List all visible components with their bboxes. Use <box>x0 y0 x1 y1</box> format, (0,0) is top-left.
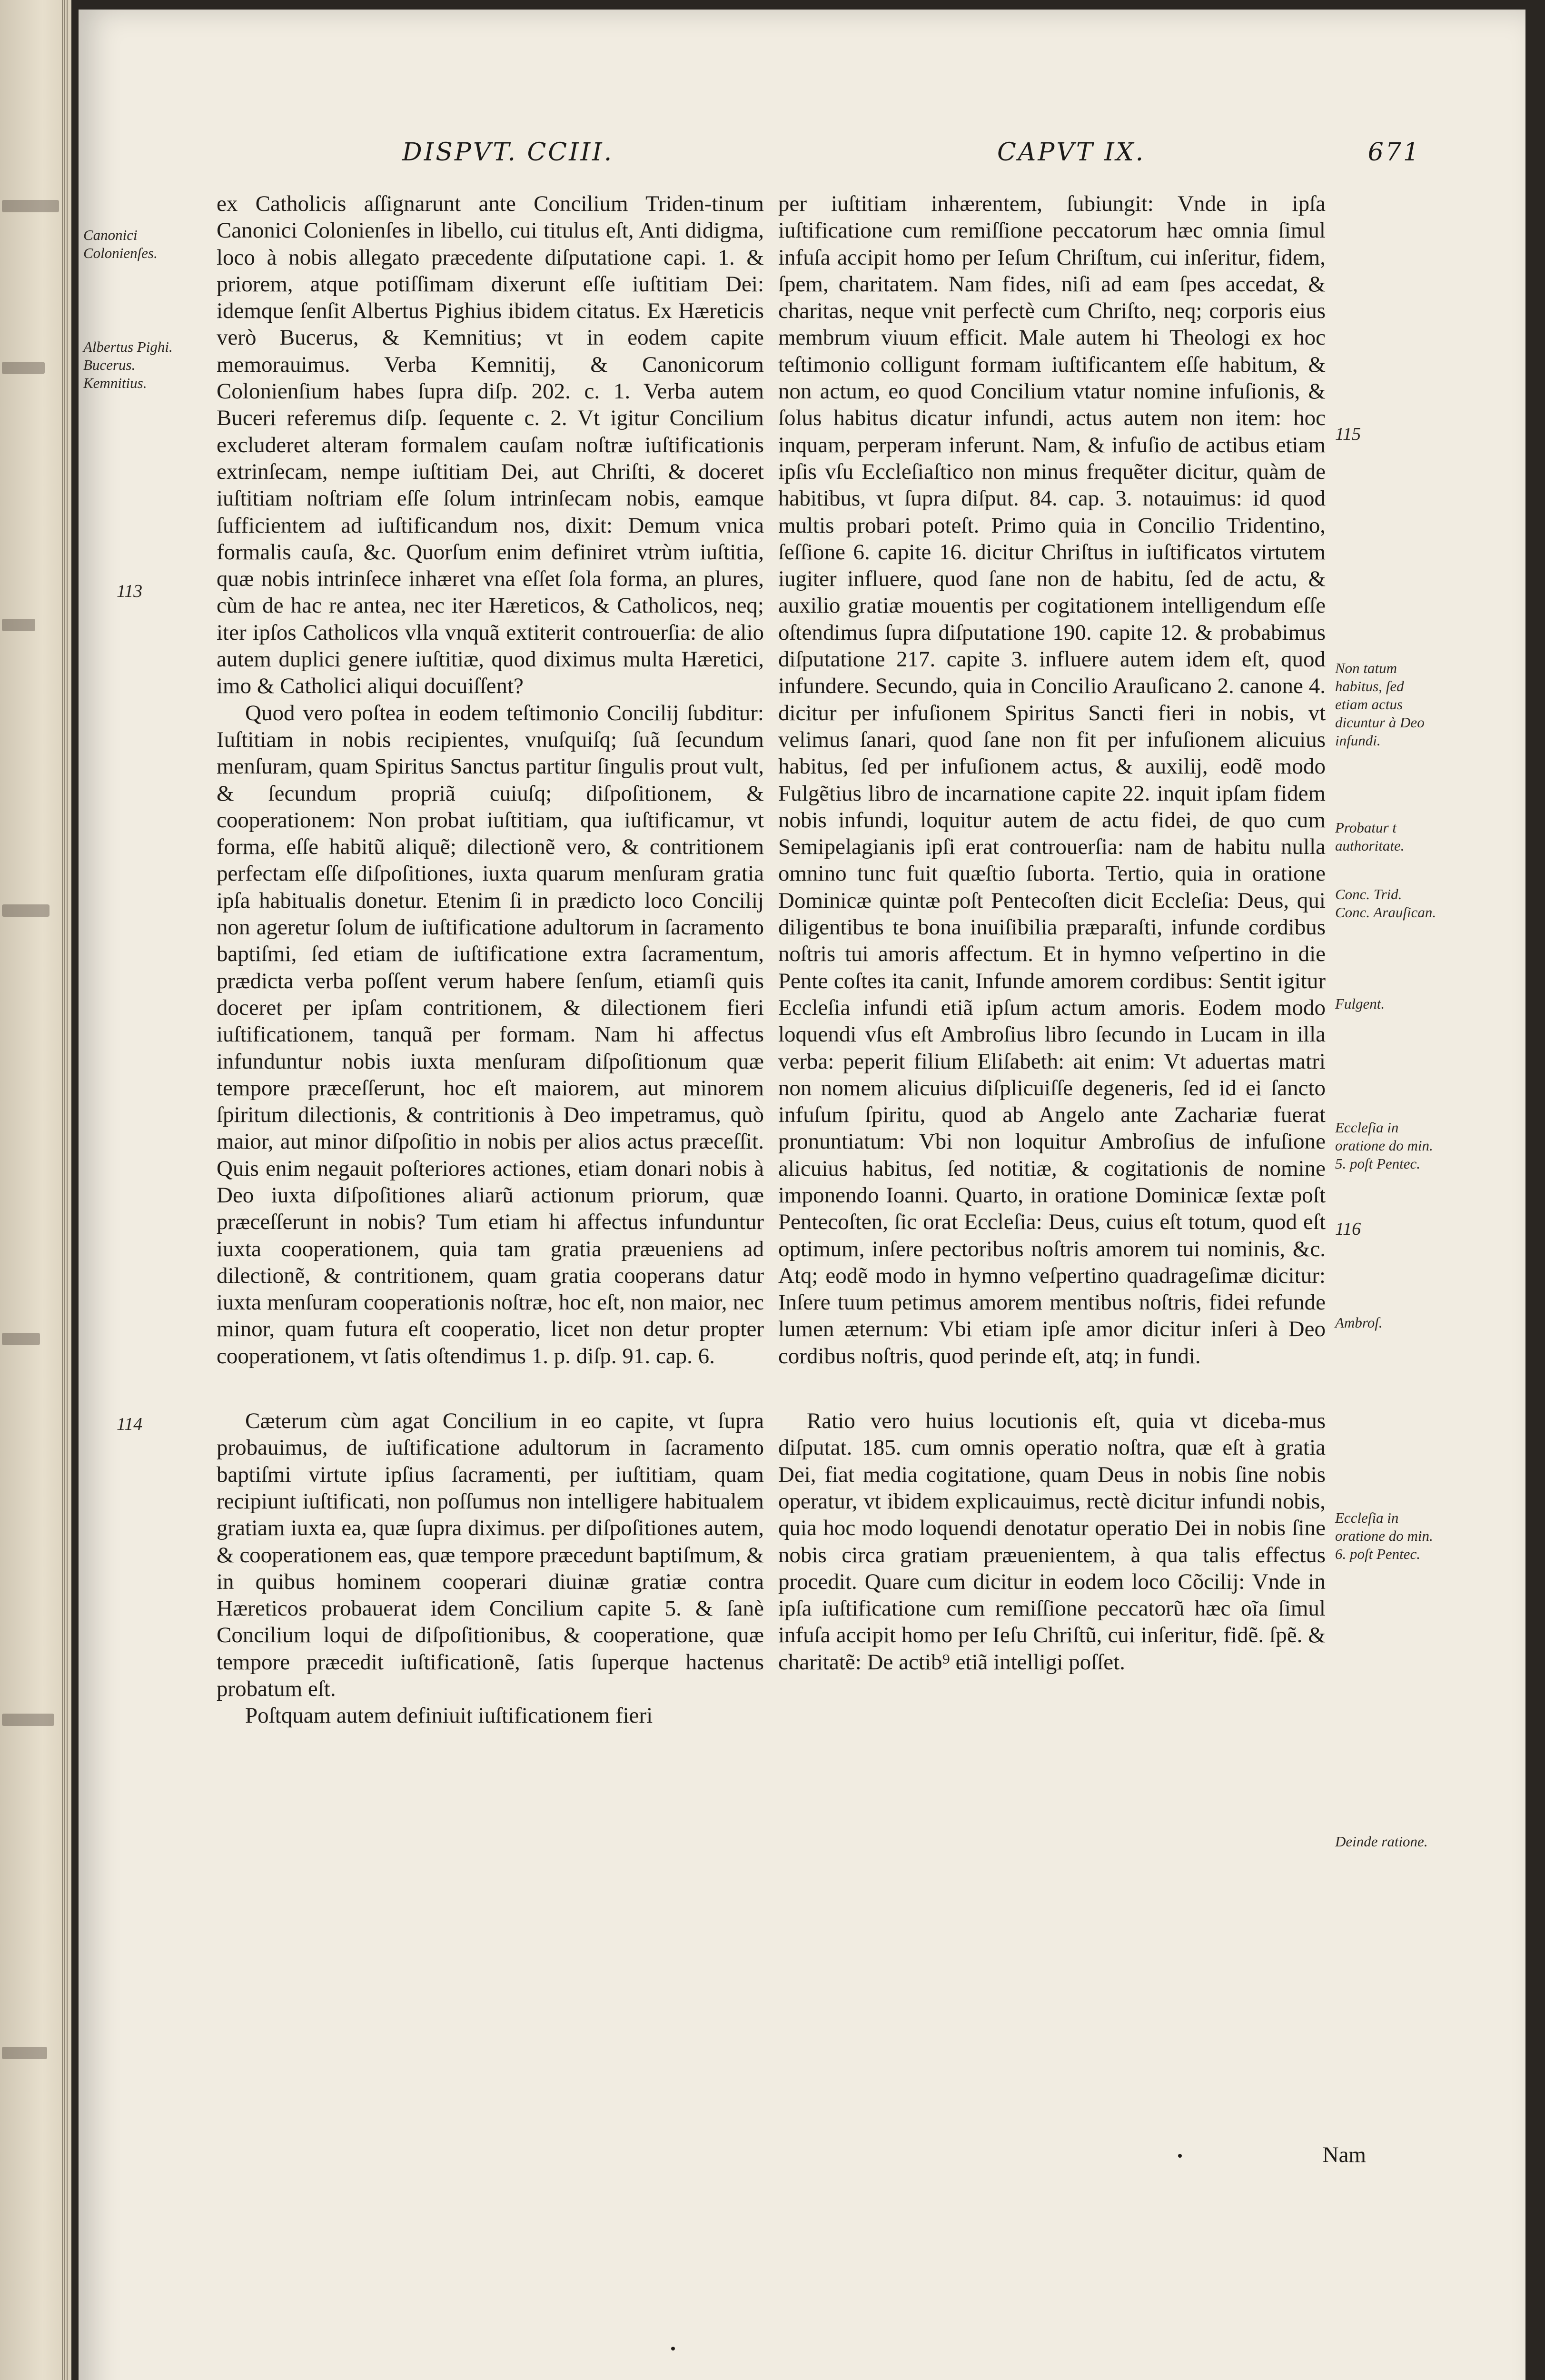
margin-number: 113 <box>117 581 143 601</box>
text-fragment <box>2 1333 40 1345</box>
page-gutter <box>62 0 69 2380</box>
margin-note: Albertus Pighi. Bucerus. Kemnitius. <box>83 338 173 391</box>
margin-number: 116 <box>1335 1219 1361 1239</box>
signature-mark <box>671 2347 675 2350</box>
bullet-mark <box>1178 2154 1182 2158</box>
margin-note: Fulgent. <box>1335 995 1385 1012</box>
paragraph: Poſtquam autem definiuit iuſtificationem fieri <box>245 1703 653 1728</box>
margin-note: Ambroſ. <box>1335 1314 1383 1331</box>
margin-number: 114 <box>117 1414 143 1434</box>
header-disputation: DISPVT. CCIII. <box>402 138 614 167</box>
left-column <box>217 190 764 1729</box>
catchword: Nam <box>1322 2142 1366 2167</box>
header-chapter: CAPVT IX. <box>997 138 1146 167</box>
margin-note: Non tatum habitus, ſed etiam actus dicuntur à Deo infundi. <box>1335 660 1425 749</box>
paragraph: Ratio vero huius locutionis eſt, quia vt diceba-mus diſputat. 185. cum omnis operatio noſtra, quæ eſt à gratia Dei, fiat media cogitatione, quam Deus in nobis ſine nobis operatur, vt ibidem explicauimus, rectè dicitur infundi nobis, quia hoc modo loquendi denotatur operatio Dei in nobis ſine nobis circa gratiam præuenientem, à qua talis effectus procedit. Quare cum dicitur in eodem loco Cõcilij: Vnde in ipſa iuſtificatione cum remiſſione peccatorũ hæc oĩa ſimul infuſa accipit homo per Ieſu Chriſtũ, cui inſeritur, fidẽ. ſpẽ. & charitatẽ: De actib⁹ etiã intelligi poſſet. <box>778 1408 1326 1675</box>
text-fragment <box>2 1714 54 1726</box>
text-fragment <box>2 619 35 631</box>
text-fragment <box>2 362 45 374</box>
paragraph: ex Catholicis aſſignarunt ante Concilium Triden-tinum Canonici Colonienſes in libello, cui titulus eſt, Anti didigma, loco à nobis allegato præcedente diſputatione capi. 1. & priorem, atque potiſſimam dixerunt eſſe iuſtitiam Dei: idemque ſenſit Albertus Pighius ibidem citatus. Ex Hæreticis verò Bucerus, & Kemnitius; vt in eodem capite memorauimus. Verba Kemnitij, & Canonicorum Colonienſium habes ſupra diſp. 202. c. 1. Verba autem Buceri referemus diſp. ſequente c. 2. Vt igitur Concilium excluderet alteram formalem cauſam noſtræ iuſtificationis extrinſecam, nempe iuſtitiam Dei, aut Chriſti, & doceret iuſtitiam noſtriam eſſe ſolum intrinſecam nobis, eamque ſufficientem ad iuſtificandum nos, dixit: Demum vnica formalis cauſa, &c. Quorſum enim definiret vtrùm iuſtitia, quæ nobis intrinſece inhæret vna eſſet ſola forma, an plures, cùm de hac re antea, nec iter Hæreticos, & Catholicos, neq; iter ipſos Catholicos vlla vnquã extiterit controuerſia: de alio autem duplici genere iuſtitiæ, quod diximus multa Hæretici, imo & Catholici aliqui docuiſſent? <box>217 191 764 699</box>
page-number: 671 <box>1367 138 1421 167</box>
text-fragment <box>2 904 50 917</box>
paragraph: per iuſtitiam inhærentem, ſubiungit: Vnde in ipſa iuſtificatione cum remiſſione peccatorum hæc omnia ſimul infuſa accipit homo per Ieſum Chriſtum, cui inſeritur, fidem, ſpem, charitatem. Nam fides, niſi ad eam ſpes accedat, & charitas, neque vnit perfectè cum Chriſto, neq; corporis eius membrum viuum efficit. Male autem hi Theologi ex hoc teſtimonio colligunt formam iuſtificantem eſſe habitum, & non actum, eo quod Concilium vtatur nomine infuſionis, & ſolus habitus dicatur infundi, actus autem non item: hoc inquam, perperam inferunt. Nam, & infuſio de actibus etiam ipſis vſu Eccleſiaſtico non minus frequẽter dicitur, quàm de habitibus, vt ſupra diſput. 84. cap. 3. notauimus: id quod multis probari poteſt. Primo quia in Concilio Tridentino, ſeſſione 6. capite 16. dicitur Chriſtus in iuſtificatos virtutem iugiter influere, quod ſane non de habitu, ſed de actu, & auxilio gratiæ mouentis per cogitationem intelligendum eſſe oſtendimus ſupra diſputatione 190. capite 12. & probabimus diſputatione 217. capite 3. influere autem idem eſt, quod infundere. Secundo, quia in Concilio Arauſicano 2. canone 4. dicitur per infuſionem Spiritus Sancti fieri in nobis, vt velimus ſanari, quod ſane non fit per infuſionem alicuius habitus, ſed per infuſionem actus, & auxilij, eodẽ modo Fulgẽtius libro de incarnatione capite 22. inquit ipſam fidem nobis infundi, loquitur autem de actu fidei, de quo cum Semipelagianis ipſi erat controuerſia: nam de habitu nulla omnino tunc fuit quæſtio ſuborta. Tertio, quia in oratione Dominicæ quintæ poſt Pentecoſten dicit Eccleſia: Deus, qui diligentibus te bona inuiſibilia præparaſti, infunde cordibus noſtris tui amoris affectum. Et in hymno veſpertino in die Pente coſtes ita canit, Infunde amorem cordibus: Sentit igitur Eccleſia infundi etiã ipſum actum amoris. Eodem modo loquendi vſus eſt Ambroſius libro ſecundo in Lucam in illa verba: peperit filium Eliſabeth: ait enim: Vt aduertas matri non nomem alicuius diſplicuiſſe degeneris, ſed id ei ſancto infuſum ſpiritu, quod ab Angelo ante Zachariæ fuerat pronuntiatum: Vbi non loquitur Ambroſius de infuſione alicuius habitus, ſed notitiæ, & cogitationis de nomine imponendo Ioanni. Quarto, in oratione Dominicæ ſextæ poſt Pentecoſten, ſic orat Eccleſia: Deus, cuius eſt totum, quod eſt optimum, inſere pectoribus noſtris amorem tui nominis, &c. Atq; eodẽ modo in hymno veſpertino quadrageſimæ dicitur: Inſere tuum petimus amorem mentibus noſtris, fidei refunde lumen æternum: Vbi etiam ipſe amor dicitur inſeri à Deo cordibus noſtris, quod perinde eſt, atq; in fundi. <box>778 191 1326 1368</box>
margin-note: Canonici Colonienſes. <box>83 227 158 261</box>
margin-note: Deinde ratione. <box>1335 1833 1428 1850</box>
margin-note: Eccleſia in oratione do min. 6. poſt Pentec. <box>1335 1509 1433 1562</box>
running-header <box>402 138 1421 181</box>
text-fragment <box>2 200 59 212</box>
margin-number: 115 <box>1335 424 1361 444</box>
margin-note: Conc. Trid. Conc. Arauſican. <box>1335 886 1436 921</box>
text-fragment <box>2 2047 47 2059</box>
margin-note: Eccleſia in oratione do min. 5. poſt Pentec. <box>1335 1119 1433 1172</box>
paragraph: Cæterum cùm agat Concilium in eo capite, vt ſupra probauimus, de iuſtificatione adultorum in ſacramento baptiſmi virtute ipſius ſacramenti, per iuſtitiam, quam recipiunt iuſtificati, non poſſumus non intelligere habitualem gratiam iuxta ea, quæ ſupra diximus. per diſpoſitiones autem, & cooperationem eas, quæ tempore præcedunt baptiſmum, & in quibus hominem cooperari diuinæ gratiæ contra Hæreticos probauerat idem Concilium capite 5. & ſanè Concilium loqui de diſpoſitionibus, & cooperatione, quæ tempore præcedit iuſtificationẽ, ſatis ſuperque hactenus probatum eſt. <box>217 1408 764 1702</box>
right-column <box>778 190 1326 1676</box>
margin-note: Probatur t authoritate. <box>1335 819 1405 854</box>
book-page <box>79 10 1525 2380</box>
previous-page-edge <box>0 0 71 2380</box>
paragraph: Quod vero poſtea in eodem teſtimonio Concilij ſubditur: Iuſtitiam in nobis recipientes, vnuſquiſq; ſuã ſecundum menſuram, quam Spiritus Sanctus partitur ſingulis prout vult, & ſecundum propriã cuiuſq; diſpoſitionem, & cooperationem: Non probat iuſtitiam, qua iuſtificamur, vt forma, eſſe habitũ aliquẽ; dilectionẽ vero, & contritionem perfectam eſſe diſpoſitiones, iuxta quarum menſuram gratia ipſa habitualis donetur. Etenim ſi in prædicto loco Concilij non ageretur ſolum de iuſtificatione adultorum in ſacramento baptiſmi, ſed etiam de iuſtificatione extra ſacramentum, prædicta verba poſſent verum habere ſenſum, etiamſi quis doceret per ipſam contritionem, & dilectionem fieri iuſtificationem, tanquã per formam. Nam hi affectus infunduntur nobis iuxta menſuram diſpoſitionum quæ tempore præceſſerunt, hoc eſt maiorem, aut minorem ſpiritum dilectionis, & contritionis à Deo impetramus, quò maior, aut minor diſpoſitio in nobis per alios actus præceſſit. Quis enim negauit poſteriores actiones, etiam donari nobis à Deo iuxta diſpoſitiones aliarũ actionum priorum, quæ præceſſerunt in nobis? Tum etiam hi affectus infunduntur iuxta cooperationem, quia tam gratia præueniens ad dilectionẽ, & contritionem, quam gratia cooperans datur iuxta menſuram cooperationis noſtræ, hoc eſt, non maior, nec minor, quam futura eſt cooperatio, licet non detur propter cooperationem, vt ſatis oſtendimus 1. p. diſp. 91. cap. 6. <box>217 700 764 1368</box>
